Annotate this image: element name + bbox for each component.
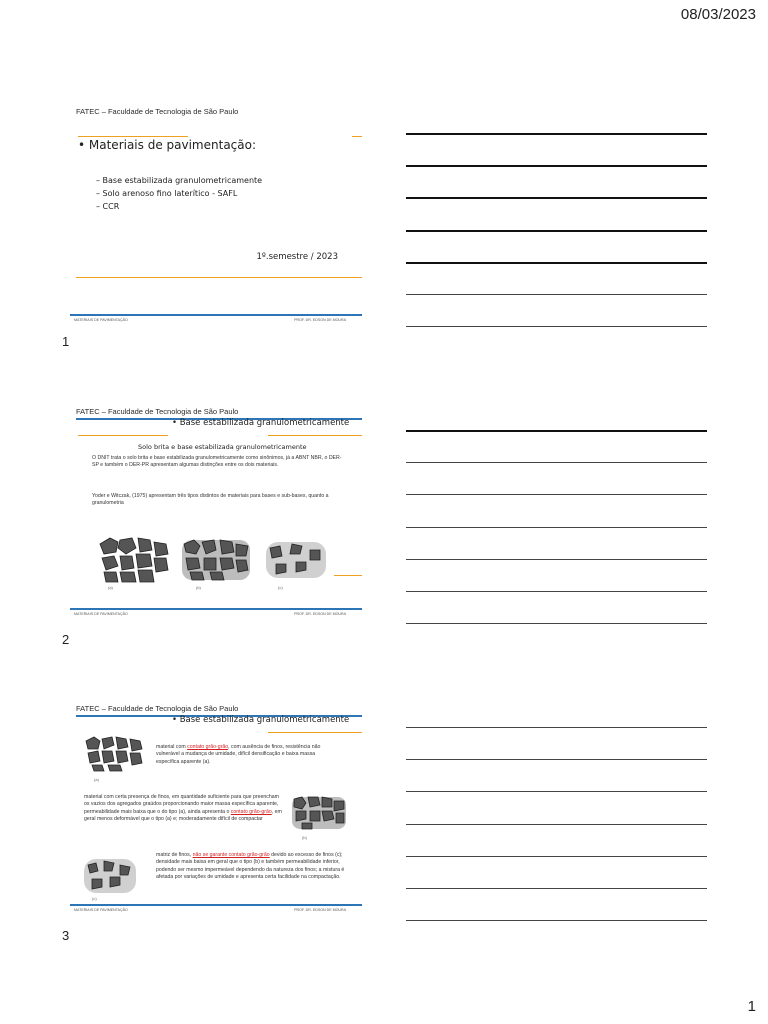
aggregate-illustration-a [84,735,144,773]
text: material com certa presença de finos, em quantidade suficiente para que preencham os vazios dos agregados graúdos proporcionando maior massa específica aparente, permeabilidade mais baixa que o do tipo (a), ainda apresenta o [84,794,279,815]
slide-number: 1 [62,334,70,349]
accent-line [76,277,362,278]
accent-line [268,435,362,436]
slide-1 [68,100,364,364]
list-item: – Base estabilizada granulometricamente [96,176,263,185]
aggregate-illustration-b [290,793,348,833]
slide-header: FATEC – Faculdade de Tecnologia de São Paulo [76,407,239,416]
paragraph-a [156,744,332,766]
footer-course: MATERIAIS DE PAVIMENTAÇÃO [74,318,128,322]
footer-professor: PROF. DR. EDSON DE MOURA [294,908,346,912]
figure-caption: (b) [196,585,201,590]
text: devido ao excesso de finos (c); densidade mais baixa em geral que o tipo (b) e também permeabilidade inferior, podendo ser mesmo impermeável dependendo da natureza dos finos; a mistura é afetada por variações de umidade e apresenta certa facilidade na compactação. [156,852,345,881]
bullet-list [96,174,262,213]
footer-rule [70,904,362,906]
list-item: – Solo arenoso fino laterítico - SAFL [96,189,238,198]
slide-2 [68,400,364,664]
semester-label: 1º.semestre / 2023 [256,252,338,262]
footer-professor: PROF. DR. EDSON DE MOURA [294,612,346,616]
figure-caption: (a) [94,777,99,782]
text: , com ausência de finos, resistência não vulnerável a mudança de umidade, difícil densificação e baixa massa específica aparente (a). [156,744,321,765]
accent-line [78,435,168,436]
figure-caption: (c) [92,896,97,901]
paragraph-b [84,794,284,824]
paragraph: Yoder e Witczak, (1975) apresentam três tipos distintos de materiais para bases e sub-bases, quanto a granulometria [92,493,329,507]
slide-title: • Materiais de pavimentação: [78,138,257,152]
figure-caption: (c) [278,585,283,590]
aggregate-illustration-a [98,536,170,584]
highlight-text: não se garante contato grão-grão [192,852,270,858]
figure-caption: (b) [302,835,307,840]
slide-number: 3 [62,928,70,943]
footer-course: MATERIAIS DE PAVIMENTAÇÃO [74,908,128,912]
print-date: 08/03/2023 [680,6,756,23]
page-number: 1 [747,998,756,1015]
paragraph: O DNIT trata o solo brita e base estabilizada granulometricamente como sinônimos, já a ABNT NBR, o DER-SP e também o DER-PR apresentam algumas distinções entre os dois materiais. [92,455,342,469]
text: matriz de finos, [156,852,193,858]
slide-footer [74,908,360,914]
figure-caption: (a) [108,585,113,590]
aggregate-illustration-c [264,538,328,582]
slide-header: FATEC – Faculdade de Tecnologia de São Paulo [76,107,239,116]
slide-title: • Base estabilizada granulometricamente [172,418,350,428]
slide-subtitle: Solo brita e base estabilizada granulometricamente [138,443,307,451]
accent-line [352,136,362,137]
slide-footer [74,612,360,618]
highlight-text: contato grão-grão [187,744,229,750]
accent-line [78,136,188,137]
accent-line [334,575,362,576]
paragraph-c [156,852,352,882]
slide-header: FATEC – Faculdade de Tecnologia de São Paulo [76,704,239,713]
text: , em geral menos deformável que o tipo (a) e; moderadamente difícil de compactar [84,808,282,823]
slide-number: 2 [62,632,70,647]
slide-footer [74,318,360,324]
accent-line [268,732,362,733]
text: material com [156,744,188,750]
footer-professor: PROF. DR. EDSON DE MOURA [294,318,346,322]
slide-title: • Base estabilizada granulometricamente [172,715,350,725]
footer-rule [70,314,362,316]
list-item: – CCR [96,202,120,211]
aggregate-illustration-b [180,536,252,584]
aggregate-illustration-c [82,857,138,895]
footer-rule [70,608,362,610]
slide-3 [68,697,364,961]
highlight-text: contato grão-grão [230,808,272,815]
footer-course: MATERIAIS DE PAVIMENTAÇÃO [74,612,128,616]
